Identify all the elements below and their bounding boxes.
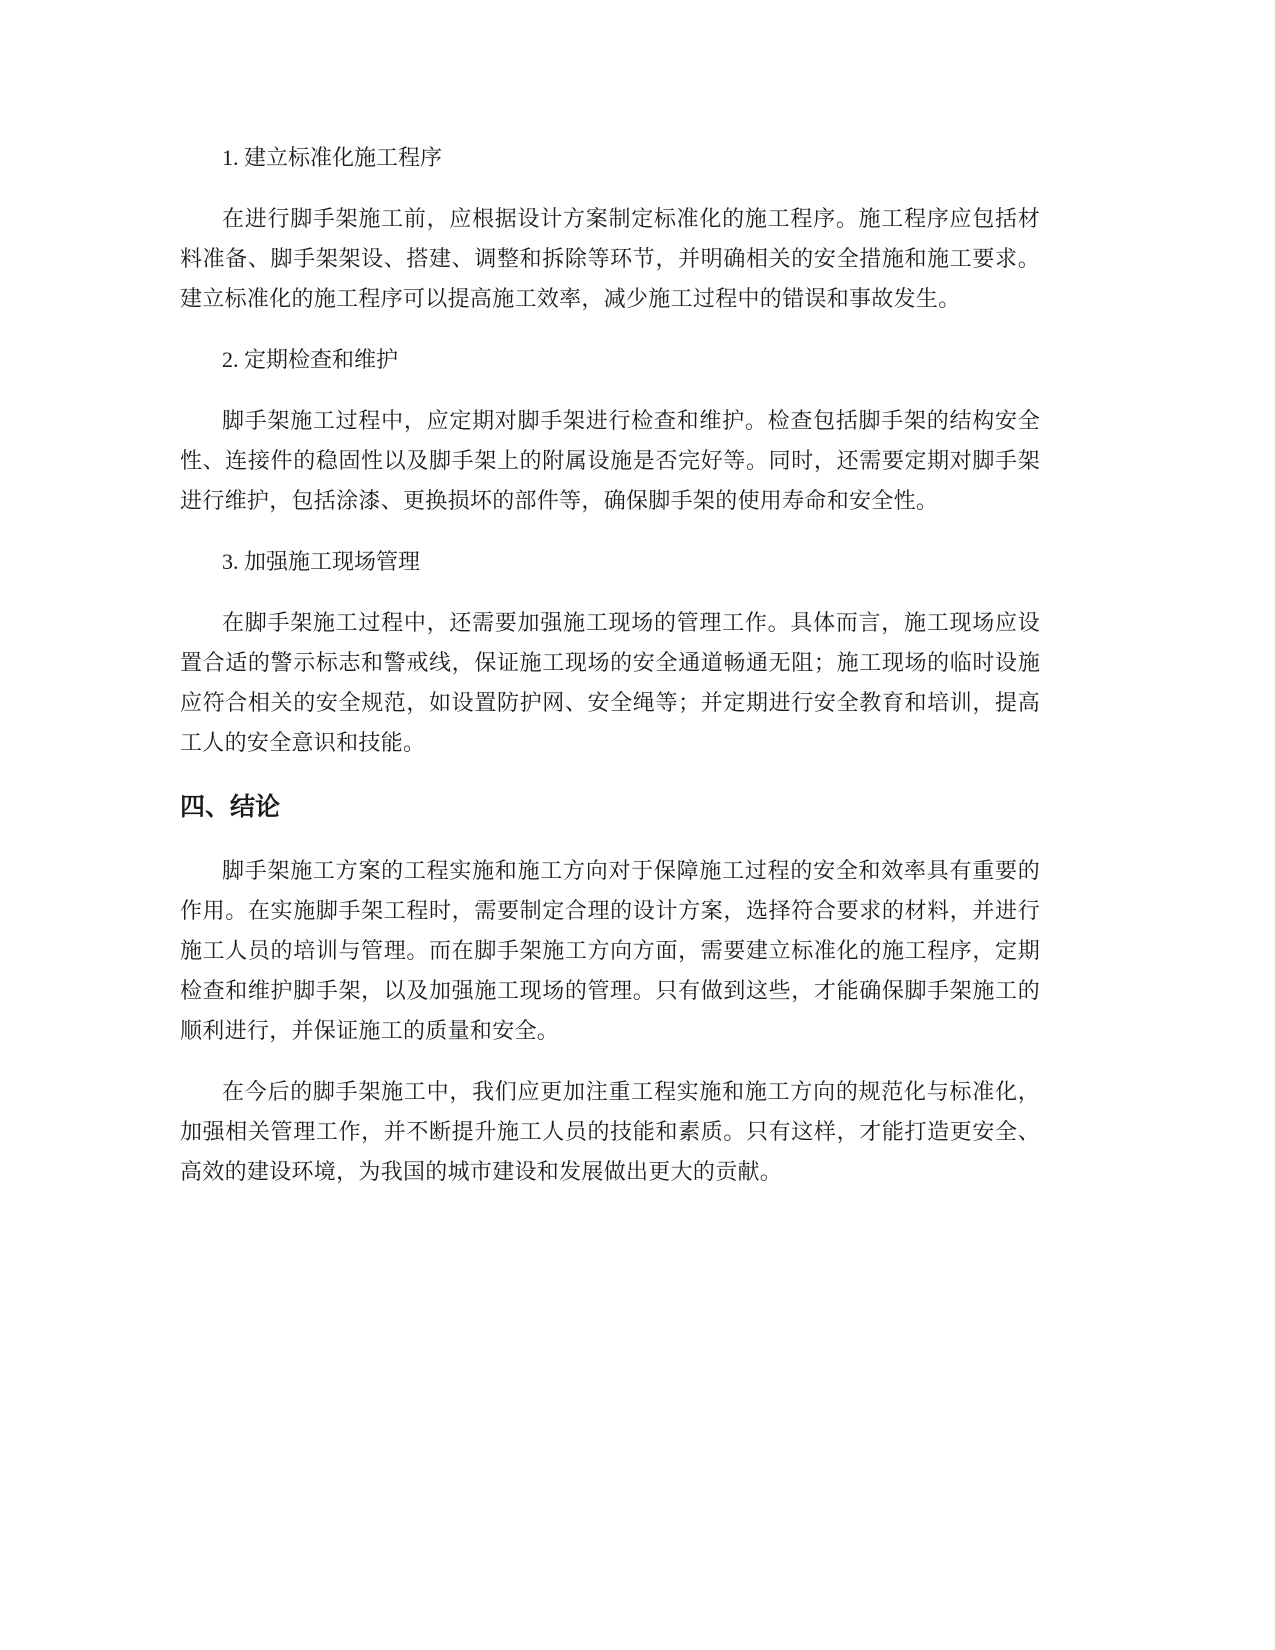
item-title-3: 3. 加强施工现场管理 — [222, 549, 421, 574]
document-page — [180, 138, 1040, 1192]
item-body-3: 在脚手架施工过程中，还需要加强施工现场的管理工作。具体而言，施工现场应设置合适的警示标志和警戒线，保证施工现场的安全通道畅通无阻；施工现场的临时设施应符合相关的安全规范，如设置防护网、安全绳等；并定期进行安全教育和培训，提高工人的安全意识和技能。 — [180, 610, 1040, 755]
conclusion-paragraph-1: 脚手架施工方案的工程实施和施工方向对于保障施工过程的安全和效率具有重要的作用。在实施脚手架工程时，需要制定合理的设计方案，选择符合要求的材料，并进行施工人员的培训与管理。而在脚手架施工方向方面，需要建立标准化的施工程序，定期检查和维护脚手架，以及加强施工现场的管理。只有做到这些，才能确保脚手架施工的顺利进行，并保证施工的质量和安全。 — [180, 858, 1040, 1043]
conclusion-heading: 四、结论 — [180, 792, 281, 821]
item-body-2: 脚手架施工过程中，应定期对脚手架进行检查和维护。检查包括脚手架的结构安全性、连接件的稳固性以及脚手架上的附属设施是否完好等。同时，还需要定期对脚手架进行维护，包括涂漆、更换损坏的部件等，确保脚手架的使用寿命和安全性。 — [180, 408, 1040, 513]
item-title-2: 2. 定期检查和维护 — [222, 347, 399, 372]
item-body-1: 在进行脚手架施工前，应根据设计方案制定标准化的施工程序。施工程序应包括材料准备、脚手架架设、搭建、调整和拆除等环节，并明确相关的安全措施和施工要求。建立标准化的施工程序可以提高施工效率，减少施工过程中的错误和事故发生。 — [180, 206, 1040, 311]
item-title-1: 1. 建立标准化施工程序 — [222, 145, 443, 170]
conclusion-paragraph-2: 在今后的脚手架施工中，我们应更加注重工程实施和施工方向的规范化与标准化，加强相关管理工作，并不断提升施工人员的技能和素质。只有这样，才能打造更安全、高效的建设环境，为我国的城市建设和发展做出更大的贡献。 — [180, 1079, 1040, 1184]
